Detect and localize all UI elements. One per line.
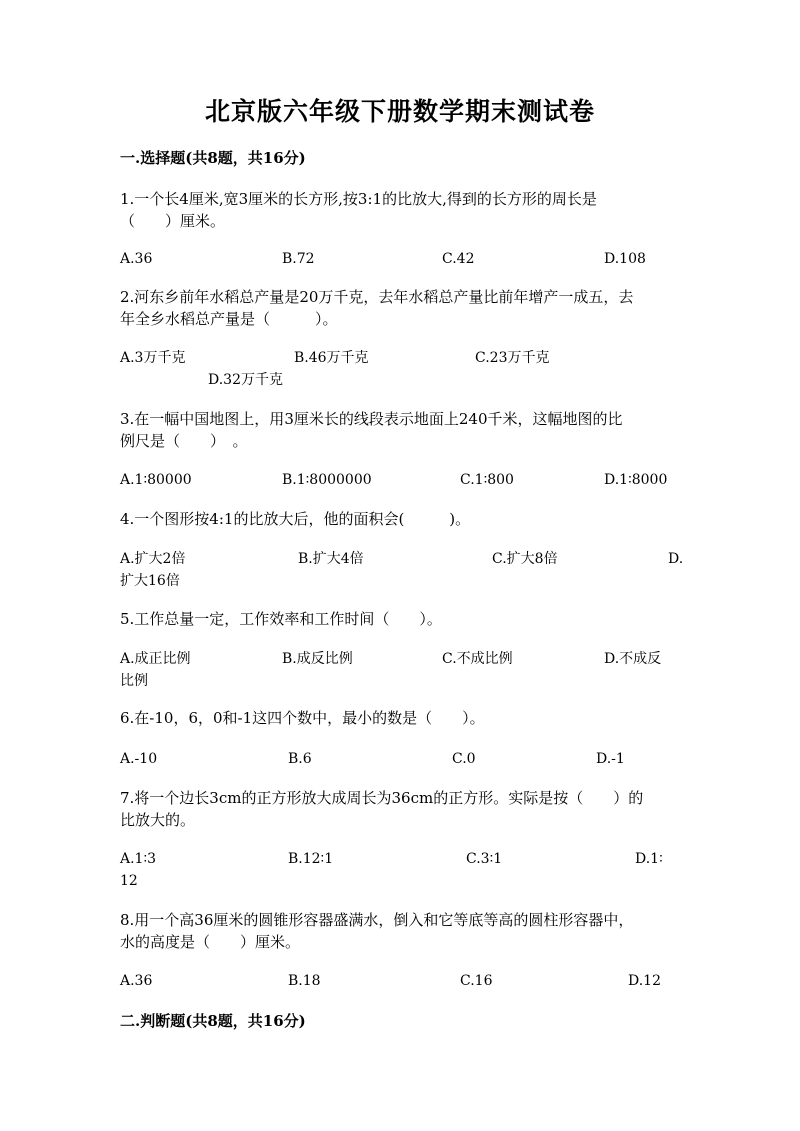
question-3-line-1: 3.在一幅中国地图上，用3厘米长的线段表示地面上240千米，这幅地图的比 bbox=[120, 410, 623, 428]
question-8 bbox=[120, 909, 685, 953]
question-5-line-1: 5.工作总量一定，工作效率和工作时间（ ）。 bbox=[120, 610, 442, 628]
question-3 bbox=[120, 408, 685, 452]
question-3-option-a[interactable]: A.1∶80000 bbox=[120, 472, 192, 488]
section-heading-true-false: 二.判断题(共8题，共16分) bbox=[120, 1012, 306, 1030]
question-6-option-d[interactable]: D.-1 bbox=[596, 751, 625, 767]
question-2-option-b[interactable]: B.46万千克 bbox=[294, 350, 369, 366]
question-6-option-a[interactable]: A.-10 bbox=[120, 751, 158, 767]
question-2-option-d[interactable]: D.32万千克 bbox=[208, 372, 283, 388]
question-6-option-c[interactable]: C.0 bbox=[452, 751, 476, 767]
question-7-line-2: 比放大的。 bbox=[120, 811, 196, 829]
question-2-line-2: 年全乡水稻总产量是（ ）。 bbox=[120, 310, 338, 328]
question-6-line-1: 6.在-10，6，0和-1这四个数中，最小的数是（ ）。 bbox=[120, 709, 485, 727]
question-4-option-b[interactable]: B.扩大4倍 bbox=[298, 551, 364, 567]
section-heading-multiple-choice: 一.选择题(共8题，共16分) bbox=[120, 149, 306, 167]
question-3-option-c[interactable]: C.1∶800 bbox=[460, 472, 514, 488]
question-8-option-b[interactable]: B.18 bbox=[288, 973, 321, 989]
question-7-option-d[interactable]: D.1∶ bbox=[635, 851, 663, 867]
question-8-option-a[interactable]: A.36 bbox=[120, 973, 153, 989]
question-4-line-1: 4.一个图形按4:1的比放大后，他的面积会( )。 bbox=[120, 510, 471, 528]
question-5-option-c[interactable]: C.不成比例 bbox=[442, 651, 513, 667]
question-7-option-d-wrap[interactable]: 12 bbox=[120, 873, 138, 889]
question-7-option-a[interactable]: A.1∶3 bbox=[120, 851, 157, 867]
question-4-option-a[interactable]: A.扩大2倍 bbox=[120, 551, 186, 567]
question-6 bbox=[120, 707, 685, 729]
question-7-line-1: 7.将一个边长3cm的正方形放大成周长为36cm的正方形。实际是按（ ）的 bbox=[120, 789, 644, 807]
question-2-option-a[interactable]: A.3万千克 bbox=[120, 350, 186, 366]
question-5-option-d-wrap[interactable]: 比例 bbox=[120, 673, 148, 689]
question-1-line-1: 1.一个长4厘米,宽3厘米的长方形,按3:1的比放大,得到的长方形的周长是 bbox=[120, 190, 597, 208]
question-3-option-b[interactable]: B.1∶8000000 bbox=[282, 472, 372, 488]
question-4-option-d-text[interactable]: 扩大16倍 bbox=[120, 573, 180, 589]
question-1-option-d[interactable]: D.108 bbox=[604, 251, 646, 267]
question-3-option-d[interactable]: D.1∶8000 bbox=[604, 472, 668, 488]
question-2-option-c[interactable]: C.23万千克 bbox=[475, 350, 550, 366]
question-6-option-b[interactable]: B.6 bbox=[288, 751, 312, 767]
question-5 bbox=[120, 608, 685, 630]
question-7 bbox=[120, 787, 685, 831]
question-4-option-d[interactable]: D. bbox=[668, 551, 684, 567]
question-4 bbox=[120, 508, 685, 530]
question-1-line-2: （ ）厘米。 bbox=[120, 212, 226, 230]
question-1-option-c[interactable]: C.42 bbox=[442, 251, 475, 267]
question-2-line-1: 2.河东乡前年水稻总产量是20万千克，去年水稻总产量比前年增产一成五，去 bbox=[120, 288, 634, 306]
question-8-line-1: 8.用一个高36厘米的圆锥形容器盛满水，倒入和它等底等高的圆柱形容器中， bbox=[120, 911, 634, 929]
question-1 bbox=[120, 188, 685, 232]
question-7-option-b[interactable]: B.12∶1 bbox=[288, 851, 334, 867]
page-title: 北京版六年级下册数学期末测试卷 bbox=[204, 97, 595, 126]
question-5-option-b[interactable]: B.成反比例 bbox=[282, 651, 353, 667]
question-5-option-d[interactable]: D.不成反 bbox=[604, 651, 662, 667]
question-1-option-a[interactable]: A.36 bbox=[120, 251, 153, 267]
question-5-option-a[interactable]: A.成正比例 bbox=[120, 651, 191, 667]
question-1-option-b[interactable]: B.72 bbox=[282, 251, 315, 267]
question-8-option-c[interactable]: C.16 bbox=[460, 973, 493, 989]
question-4-option-c[interactable]: C.扩大8倍 bbox=[492, 551, 558, 567]
question-7-option-c[interactable]: C.3∶1 bbox=[466, 851, 503, 867]
question-3-line-2: 例尺是（ ） 。 bbox=[120, 432, 248, 450]
question-8-line-2: 水的高度是（ ）厘米。 bbox=[120, 933, 301, 951]
question-2 bbox=[120, 286, 685, 330]
question-8-option-d[interactable]: D.12 bbox=[628, 973, 661, 989]
